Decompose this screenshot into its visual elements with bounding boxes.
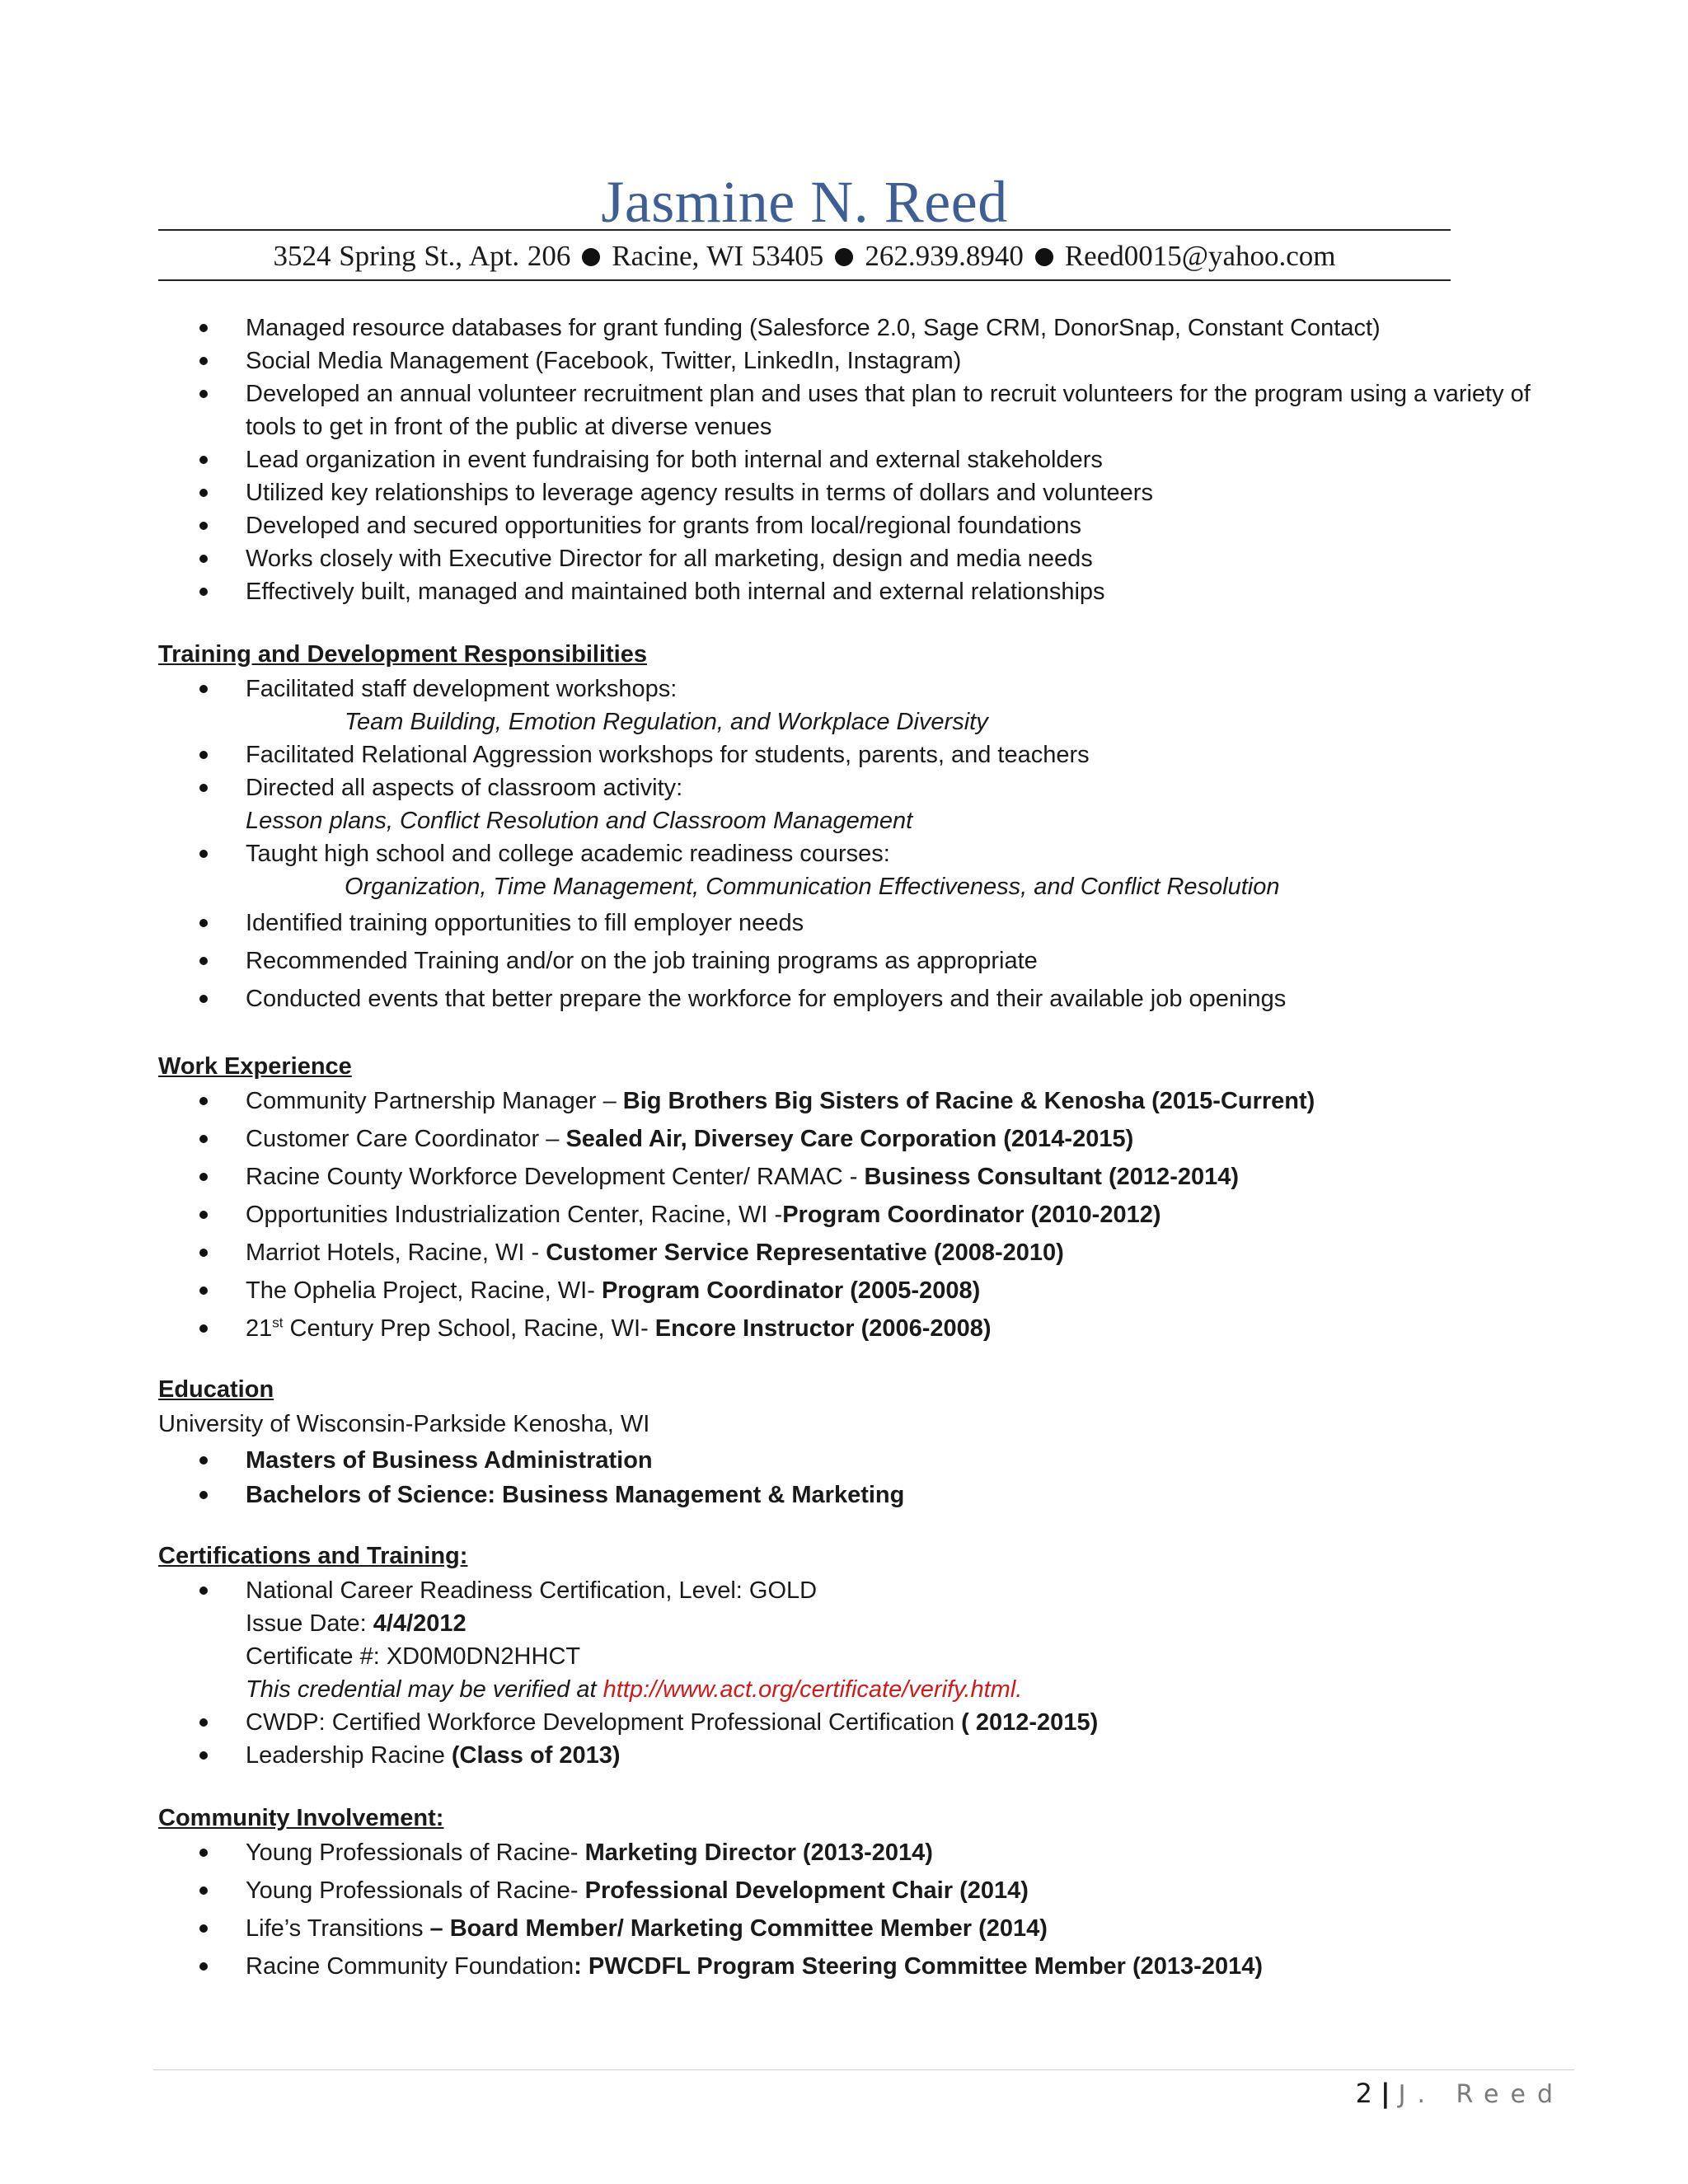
certification-name: National Career Readiness Certification, Level: GOLD — [246, 1577, 818, 1604]
job-employer: Program Coordinator (2010-2012) — [782, 1202, 1161, 1228]
list-item — [158, 1274, 1559, 1307]
list-item: Lead organization in event fundraising for both internal and external stakeholders — [158, 443, 1559, 476]
job-employer: Business Consultant (2012-2014) — [864, 1164, 1240, 1190]
degree: Masters of Business Administration — [246, 1447, 653, 1474]
verify-text: This credential may be verified at — [246, 1676, 603, 1703]
job-role: Marriot Hotels, Racine, WI - — [246, 1240, 546, 1266]
page-number: 2 — [1355, 2078, 1372, 2109]
job-role: Opportunities Industrialization Center, Racine, WI - — [246, 1202, 783, 1228]
header-rule-top — [158, 229, 1451, 231]
list-item: Conducted events that better prepare the workforce for employers and their available job openings — [158, 982, 1559, 1015]
list-item: Effectively built, managed and maintained both internal and external relationships — [158, 575, 1559, 608]
list-item-text: Taught high school and college academic readiness courses: — [246, 841, 890, 867]
phone: 262.939.8940 — [865, 240, 1024, 272]
role: Professional Development Chair (2014) — [584, 1877, 1029, 1904]
certificate-number: Certificate #: XD0M0DN2HHCT — [246, 1643, 581, 1670]
job-role: Community Partnership Manager – — [246, 1088, 623, 1114]
job-employer: Encore Instructor (2006-2008) — [654, 1315, 992, 1342]
applicant-name: Jasmine N. Reed — [601, 169, 1008, 235]
job-role: Racine County Workforce Development Center/ RAMAC - — [246, 1164, 865, 1190]
job-role: The Ophelia Project, Racine, WI- — [246, 1277, 602, 1304]
school-name: University of Wisconsin-Parkside Kenosha, WI — [158, 1411, 650, 1437]
role: : PWCDFL Program Steering Committee Member (2013-2014) — [574, 1953, 1264, 1980]
list-item: Works closely with Executive Director for all marketing, design and media needs — [158, 542, 1559, 575]
certification-dates: ( 2012-2015) — [961, 1709, 1099, 1736]
degree: Bachelors of Science: Business Management & Marketing — [246, 1482, 905, 1508]
list-item-subtext: Team Building, Emotion Regulation, and Workplace Diversity — [345, 709, 988, 735]
issue-date-value: 4/4/2012 — [373, 1610, 467, 1637]
section-title-training: Training and Development Responsibilities — [158, 641, 647, 668]
ordinal-number: 21 — [246, 1315, 273, 1342]
list-item — [158, 1198, 1559, 1231]
job-employer: Program Coordinator (2005-2008) — [601, 1277, 981, 1304]
organization: Life’s Transitions — [246, 1915, 430, 1942]
address: 3524 Spring St., Apt. 206 — [273, 240, 571, 272]
resume-body — [158, 312, 1559, 1988]
work-list — [158, 1085, 1559, 1345]
list-item — [158, 1912, 1559, 1945]
contact-line — [158, 236, 1451, 277]
list-item: Developed and secured opportunities for grants from local/regional foundations — [158, 509, 1559, 542]
list-item: Facilitated Relational Aggression workshops for students, parents, and teachers — [158, 738, 1559, 771]
certifications-list — [158, 1574, 1559, 1772]
footer-separator: | — [1380, 2078, 1390, 2109]
role: – Board Member/ Marketing Committee Member (2014) — [429, 1915, 1048, 1942]
list-item: Recommended Training and/or on the job training programs as appropriate — [158, 944, 1559, 977]
training-list — [158, 673, 1559, 1015]
job-role: Customer Care Coordinator – — [246, 1126, 566, 1152]
list-item — [158, 837, 1559, 903]
job-employer: Customer Service Representative (2008-2010) — [546, 1240, 1064, 1266]
certification-name: CWDP: Certified Workforce Development Professional Certification — [246, 1709, 962, 1736]
role: Marketing Director (2013-2014) — [584, 1840, 933, 1866]
ordinal-suffix: st — [272, 1315, 284, 1331]
education-list — [158, 1444, 1559, 1511]
verify-link[interactable]: http://www.act.org/certificate/verify.html. — [603, 1676, 1023, 1703]
certification-dates: (Class of 2013) — [451, 1742, 621, 1769]
list-item — [158, 1874, 1559, 1907]
bullet-dot-icon — [1035, 248, 1053, 266]
footer-rule — [153, 2069, 1574, 2070]
organization: Young Professionals of Racine- — [246, 1840, 585, 1866]
list-item — [158, 1236, 1559, 1269]
verify-line — [246, 1673, 1559, 1706]
job-employer: Sealed Air, Diversey Care Corporation (2014-2015) — [565, 1126, 1134, 1152]
issue-date-label: Issue Date: — [246, 1610, 373, 1637]
footer-author: J. Reed — [1398, 2080, 1564, 2109]
list-item — [158, 1160, 1559, 1193]
list-item-text: Directed all aspects of classroom activity: — [246, 775, 683, 801]
list-item — [158, 1706, 1559, 1739]
list-item: Managed resource databases for grant funding (Salesforce 2.0, Sage CRM, DonorSnap, Constant Contact) — [158, 312, 1559, 344]
list-item — [158, 771, 1559, 837]
organization: Racine Community Foundation — [246, 1953, 574, 1980]
list-item: Utilized key relationships to leverage agency results in terms of dollars and volunteers — [158, 476, 1559, 509]
certification-name: Leadership Racine — [246, 1742, 452, 1769]
list-item — [158, 1444, 1559, 1477]
list-item — [158, 1312, 1559, 1345]
list-item — [158, 1122, 1559, 1155]
list-item-subtext: Lesson plans, Conflict Resolution and Classroom Management — [246, 808, 913, 834]
list-item — [158, 1085, 1559, 1118]
city: Racine, WI 53405 — [612, 240, 824, 272]
list-item — [158, 1739, 1559, 1772]
header-rule-bottom — [158, 279, 1451, 281]
section-title-community: Community Involvement: — [158, 1805, 444, 1831]
list-item-subtext: Organization, Time Management, Communication Effectiveness, and Conflict Resolution — [345, 874, 1280, 900]
page-footer — [1356, 2075, 1564, 2113]
list-item — [158, 1950, 1559, 1983]
intro-list — [158, 312, 1559, 608]
bullet-dot-icon — [835, 248, 853, 266]
job-employer: Big Brothers Big Sisters of Racine & Kenosha (2015-Current) — [622, 1088, 1315, 1114]
organization: Young Professionals of Racine- — [246, 1877, 585, 1904]
bullet-dot-icon — [582, 248, 600, 266]
list-item — [158, 1574, 1559, 1706]
issue-date — [246, 1607, 1559, 1640]
community-list — [158, 1836, 1559, 1983]
list-item — [158, 673, 1559, 738]
list-item: Social Media Management (Facebook, Twitter, LinkedIn, Instagram) — [158, 344, 1559, 377]
list-item — [158, 1836, 1559, 1869]
list-item — [158, 1479, 1559, 1511]
section-title-certifications: Certifications and Training: — [158, 1543, 468, 1569]
list-item: Developed an annual volunteer recruitment plan and uses that plan to recruit volunteers for the program using a variety of tools to get in front of the public at diverse venues — [158, 377, 1559, 443]
job-role: Century Prep School, Racine, WI- — [283, 1315, 655, 1342]
email: Reed0015@yahoo.com — [1064, 240, 1336, 272]
section-title-education: Education — [158, 1376, 274, 1403]
list-item-text: Facilitated staff development workshops: — [246, 676, 678, 702]
list-item: Identified training opportunities to fill employer needs — [158, 907, 1559, 940]
section-title-work: Work Experience — [158, 1053, 352, 1080]
